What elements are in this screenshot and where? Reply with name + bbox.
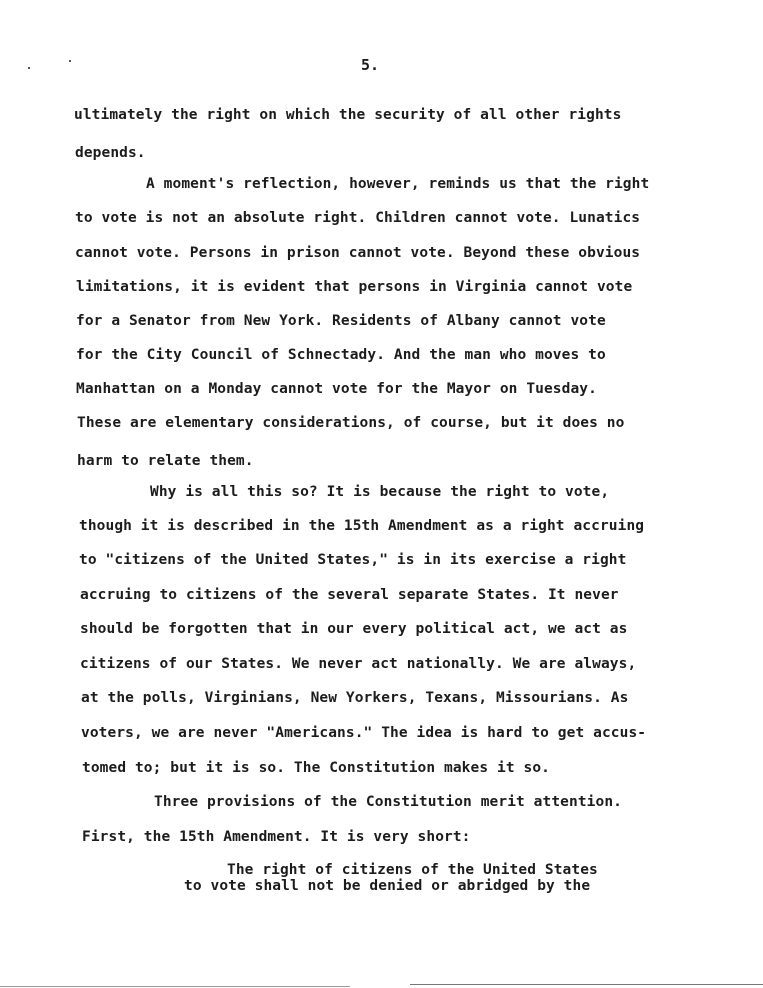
- text-line-4: to vote is not an absolute right. Children cannot vote. Lunatics: [75, 210, 641, 226]
- text-line-10: These are elementary considerations, of course, but it does no: [77, 415, 625, 431]
- scan-speck: [69, 60, 71, 62]
- block-quote-line-1: The right of citizens of the United States: [227, 862, 598, 878]
- text-line-15: accruing to citizens of the several separate States. It never: [80, 587, 619, 603]
- text-line-5: cannot vote. Persons in prison cannot vote. Beyond these obvious: [75, 245, 641, 261]
- text-line-1: ultimately the right on which the security of all other rights: [74, 107, 622, 123]
- text-line-8: for the City Council of Schnectady. And the man who moves to: [76, 347, 606, 363]
- block-quote-line-2: to vote shall not be denied or abridged by the: [184, 878, 591, 894]
- text-line-6: limitations, it is evident that persons in Virginia cannot vote: [76, 279, 633, 295]
- text-line-18: at the polls, Virginians, New Yorkers, Texans, Missourians. As: [81, 690, 629, 706]
- text-line-19: voters, we are never "Americans." The idea is hard to get accus-: [81, 725, 647, 741]
- bottom-rule: [410, 984, 763, 985]
- text-line-3: A moment's reflection, however, reminds us that the right: [146, 176, 650, 192]
- text-line-2: depends.: [75, 145, 146, 161]
- text-line-21: Three provisions of the Constitution merit attention.: [154, 794, 622, 810]
- text-line-12: Why is all this so? It is because the right to vote,: [150, 484, 610, 500]
- text-line-7: for a Senator from New York. Residents of Albany cannot vote: [76, 313, 606, 329]
- text-line-14: to "citizens of the United States," is in its exercise a right: [79, 552, 627, 568]
- text-line-20: tomed to; but it is so. The Constitution makes it so.: [82, 760, 550, 776]
- bottom-rule: [0, 986, 350, 987]
- text-line-9: Manhattan on a Monday cannot vote for the Mayor on Tuesday.: [76, 381, 597, 397]
- text-line-13: though it is described in the 15th Amendment as a right accruing: [79, 518, 645, 534]
- text-line-22: First, the 15th Amendment. It is very short:: [82, 829, 471, 845]
- page-number: 5.: [360, 56, 380, 74]
- scan-speck: [28, 67, 30, 69]
- text-line-16: should be forgotten that in our every political act, we act as: [80, 621, 628, 637]
- text-line-11: harm to relate them.: [77, 453, 254, 469]
- text-line-17: citizens of our States. We never act nationally. We are always,: [80, 656, 637, 672]
